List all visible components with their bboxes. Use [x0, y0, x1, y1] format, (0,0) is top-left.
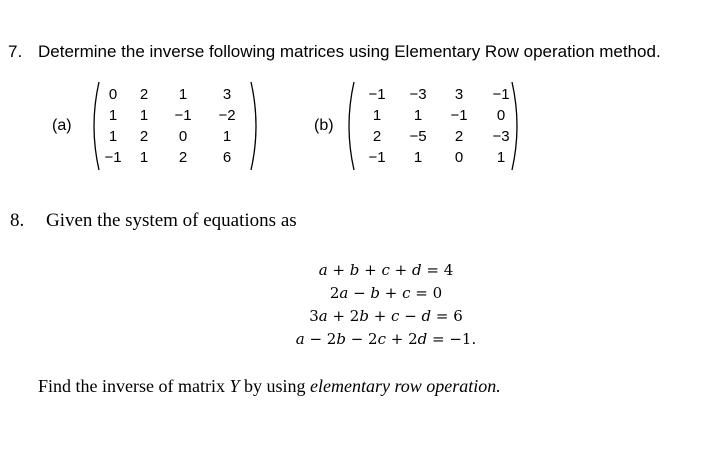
left-parenthesis [343, 80, 357, 172]
equation-4: 𝑎 − 2𝑏 − 2𝑐 + 2𝑑 = −1. [295, 330, 477, 348]
find-middle: by using [239, 376, 310, 396]
matrix-b-cell: −1 [368, 149, 386, 166]
method-emphasis: elementary row operation. [310, 376, 501, 396]
matrix-a-cell: 1 [139, 107, 149, 124]
matrix-a-cell: 2 [178, 149, 188, 166]
matrix-b-cell: 1 [372, 107, 382, 124]
matrix-a-cell: 1 [139, 149, 149, 166]
matrix-a-cell: 0 [178, 128, 188, 145]
matrix-b-cell: 1 [496, 149, 506, 166]
matrix-a-cell: −1 [174, 107, 192, 124]
question-7-text: Determine the inverse following matrices using Elementary Row operation method. [38, 42, 661, 61]
matrix-b-cell: −1 [450, 107, 468, 124]
matrix-b-cell: −1 [368, 86, 386, 103]
right-parenthesis [509, 80, 523, 172]
right-parenthesis [248, 80, 262, 172]
part-a-label: (a) [52, 117, 72, 134]
matrix-a-cell: 3 [222, 86, 232, 103]
question-7-number: 7. [8, 42, 23, 61]
question-8-number: 8. [10, 210, 25, 231]
equation-2: 2𝑎 − 𝑏 + 𝑐 = 0 [329, 284, 443, 302]
matrix-b-cell: 2 [372, 128, 382, 145]
matrix-a-cell: 1 [108, 107, 118, 124]
matrix-variable: Y [229, 376, 240, 396]
matrix-a-cell: −1 [104, 149, 122, 166]
matrix-a-cell: 1 [178, 86, 188, 103]
matrix-b-cell: 1 [413, 149, 423, 166]
matrix-b-cell: 1 [413, 107, 423, 124]
equation-3: 3𝑎 + 2𝑏 + 𝑐 − 𝑑 = 6 [309, 307, 463, 325]
find-inverse-instruction [38, 376, 501, 397]
matrix-a-cell: 0 [108, 86, 118, 103]
matrix-a-cell: 1 [222, 128, 232, 145]
part-b-label: (b) [314, 117, 334, 134]
matrix-b-cell: 0 [454, 149, 464, 166]
equation-1: 𝑎 + 𝑏 + 𝑐 + 𝑑 = 4 [318, 261, 454, 279]
matrix-a-cell: 2 [139, 128, 149, 145]
matrix-a-cell: −2 [218, 107, 236, 124]
matrix-b-cell: 0 [496, 107, 506, 124]
matrix-b-cell: −3 [409, 86, 427, 103]
matrix-b-grid [357, 84, 523, 168]
matrix-a-cell: 1 [108, 128, 118, 145]
matrix-b-cell: −5 [409, 128, 427, 145]
matrix-a [88, 80, 262, 172]
matrix-b-cell: 2 [454, 128, 464, 145]
matrix-b-cell: 3 [454, 86, 464, 103]
matrix-a-grid [100, 84, 250, 168]
find-prefix: Find the inverse of matrix [38, 376, 230, 396]
matrix-a-cell: 6 [222, 149, 232, 166]
matrix-a-cell: 2 [139, 86, 149, 103]
matrix-b [343, 80, 523, 172]
matrix-b-cell: −1 [492, 86, 510, 103]
question-8-text: Given the system of equations as [46, 210, 297, 231]
matrix-b-cell: −3 [492, 128, 510, 145]
